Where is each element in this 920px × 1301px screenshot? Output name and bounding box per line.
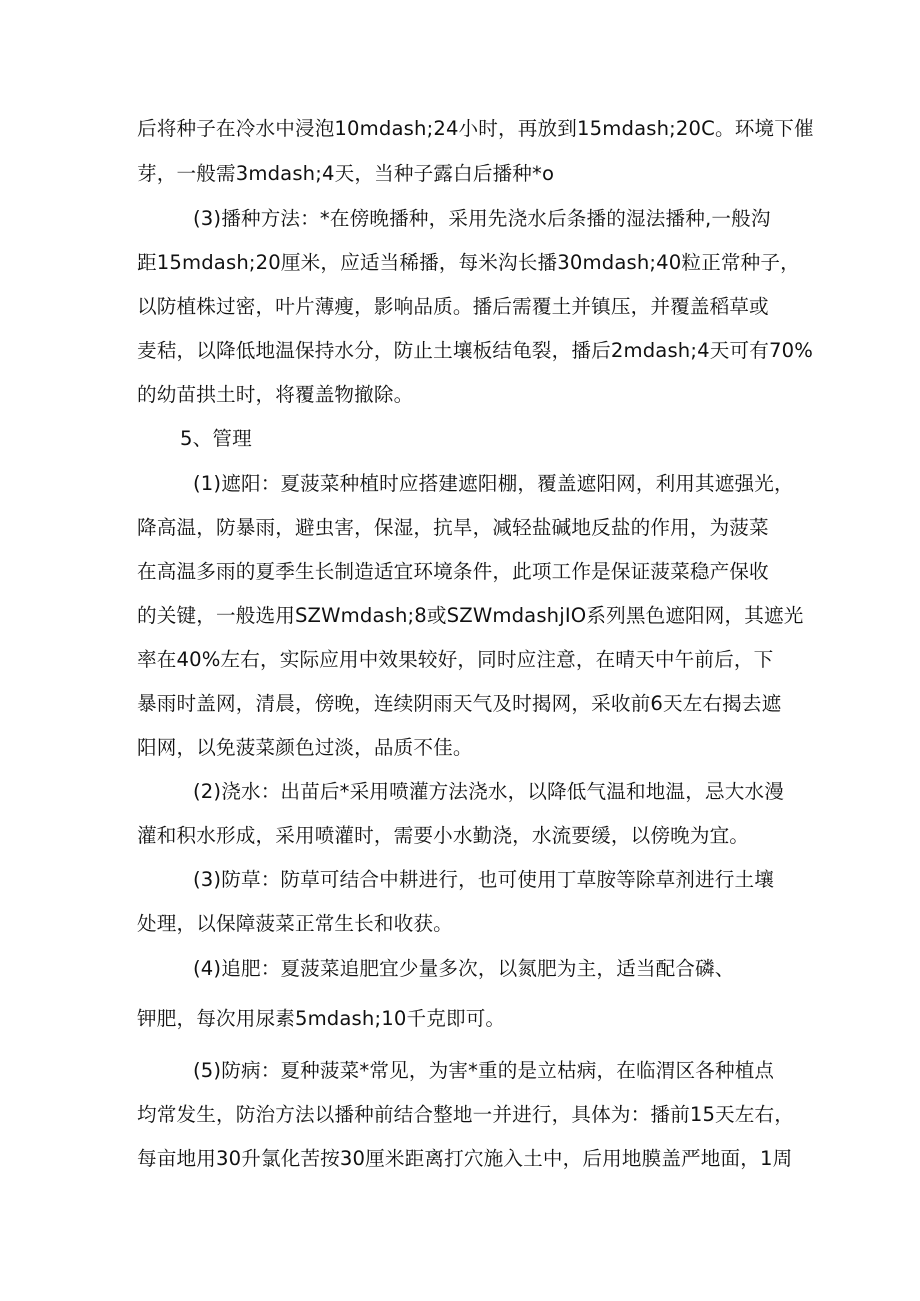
text-line: 距15mdash;20厘米，应适当稀播，每米沟长播30mdash;40粒正常种子，: [137, 251, 800, 274]
paragraph-start-line: (3)播种方法：*在傍晚播种，采用先浇水后条播的湿法播种,一般沟: [193, 207, 771, 230]
text-line: 每亩地用30升氯化苦按30厘米距离打穴施入土中，后用地膜盖严地面，1周: [137, 1147, 793, 1170]
text-line: 率在40%左右，实际应用中效果较好，同时应注意，在晴天中午前后，下: [137, 648, 774, 671]
text-line: 芽，一般需3mdash;4天，当种子露白后播种*o: [137, 162, 555, 185]
section-heading: 5、管理: [180, 427, 252, 450]
text-line: 降高温，防暴雨，避虫害，保湿，抗旱，减轻盐碱地反盐的作用，为菠菜: [137, 516, 769, 539]
text-line: 的幼苗拱土时，将覆盖物撤除。: [137, 383, 414, 406]
text-line: 在高温多雨的夏季生长制造适宜环境条件，此项工作是保证菠菜稳产保收: [137, 560, 769, 583]
text-line: 处理，以保障菠菜正常生长和收获。: [137, 912, 453, 935]
text-line: 阳网，以免菠菜颜色过淡，品质不佳。: [137, 736, 473, 759]
paragraph-start-line: (1)遮阳：夏菠菜种植时应搭建遮阳棚，覆盖遮阳网，利用其遮强光，: [193, 472, 794, 495]
text-line: 后将种子在冷水中浸泡10mdash;24小时，再放到15mdash;20C。环境下催: [137, 117, 814, 140]
paragraph-start-line: (4)追肥：夏菠菜追肥宜少量多次，以氮肥为主，适当配合磷、: [193, 957, 735, 980]
text-line: 的关键，一般选用SZWmdash;8或SZWmdashjIO系列黑色遮阳网，其遮光: [137, 604, 804, 627]
text-line: 钾肥，每次用尿素5mdash;10千克即可。: [137, 1007, 506, 1030]
text-line: 麦秸，以降低地温保持水分，防止土壤板结龟裂，播后2mdash;4天可有70%: [137, 339, 813, 362]
paragraph-start-line: (5)防病：夏种菠菜*常见，为害*重的是立枯病，在临渭区各种植点: [193, 1059, 775, 1082]
text-line: 以防植株过密，叶片薄瘦，影响品质。播后需覆土并镇压，并覆盖稻草或: [137, 295, 769, 318]
paragraph-start-line: (2)浇水：出苗后*采用喷灌方法浇水，以降低气温和地温，忌大水漫: [193, 780, 784, 803]
text-line: 暴雨时盖网，清晨，傍晚，连续阴雨天气及时揭网，采收前6天左右揭去遮: [137, 692, 782, 715]
paragraph-start-line: (3)防草：防草可结合中耕进行，也可使用丁草胺等除草剂进行土壤: [193, 868, 775, 891]
text-line: 均常发生，防治方法以播种前结合整地一并进行，具体为：播前15天左右，: [137, 1103, 795, 1126]
text-line: 灌和积水形成，采用喷灌时，需要小水勤浇，水流要缓，以傍晚为宜。: [137, 824, 750, 847]
